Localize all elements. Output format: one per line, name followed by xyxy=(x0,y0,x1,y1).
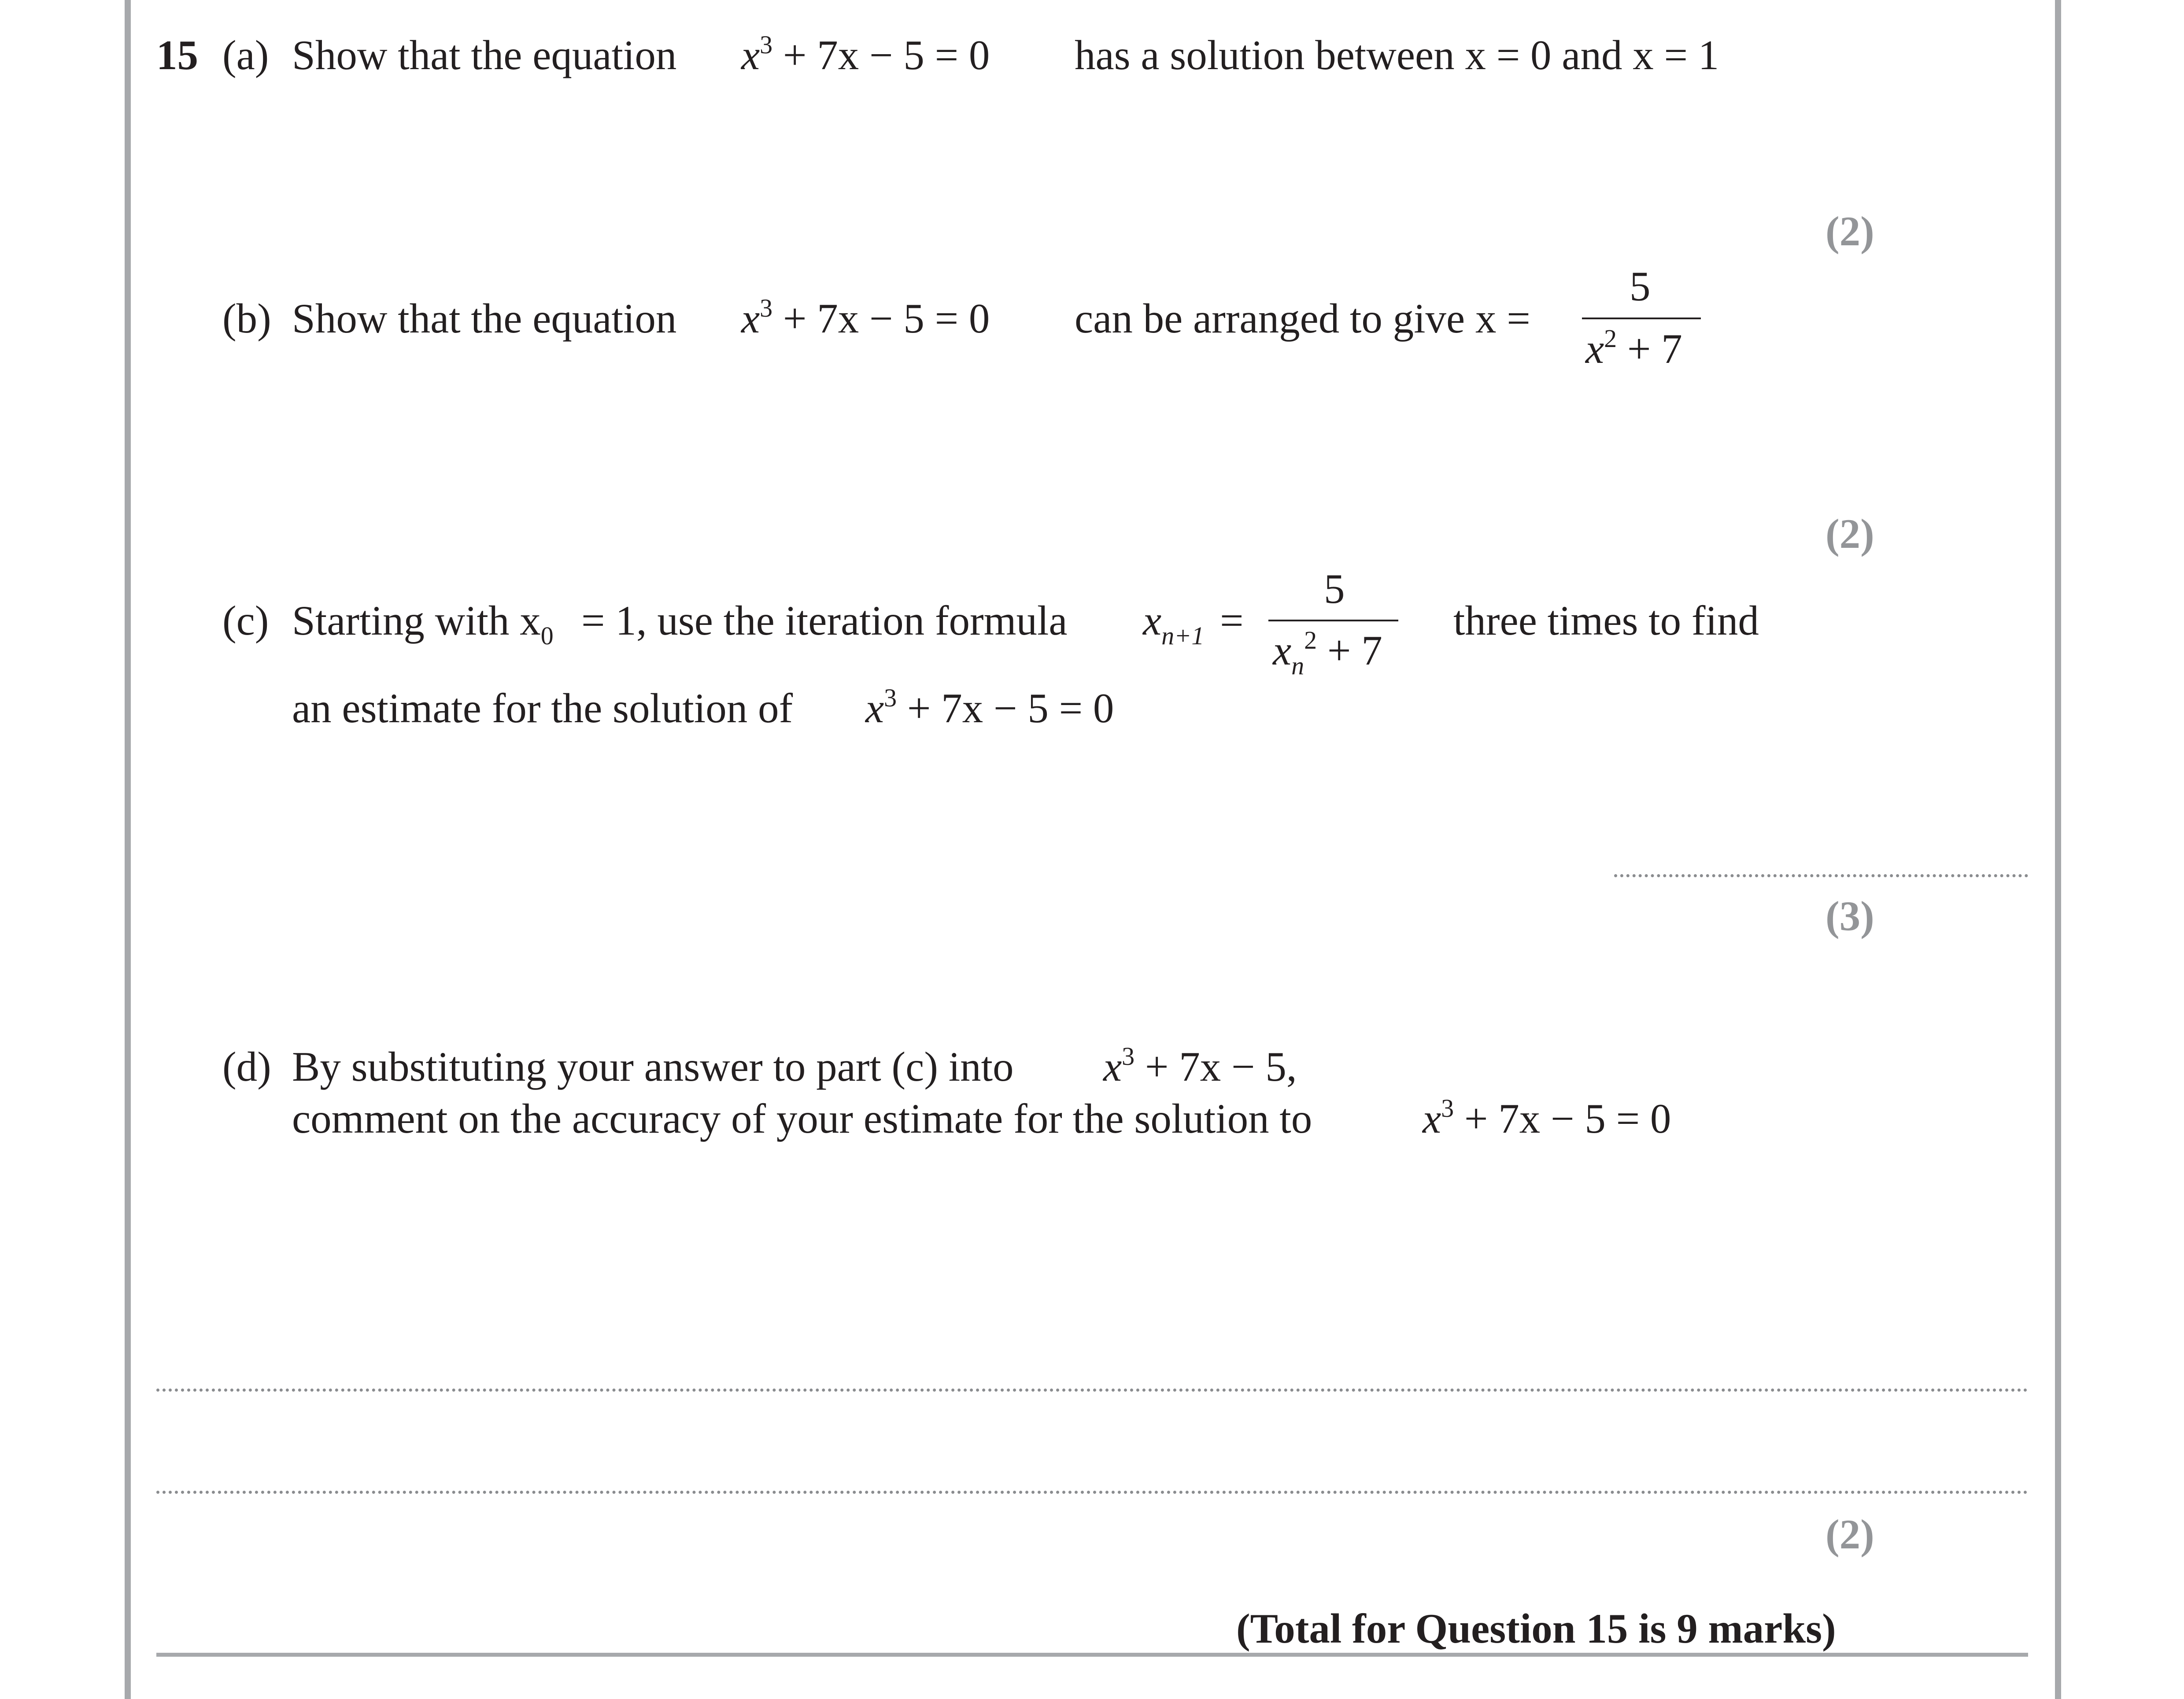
part-d-expression: $x^3 + 7x - 5$, xyxy=(1103,1042,1297,1090)
part-c-fraction-numerator: 5 xyxy=(1324,565,1345,612)
part-b-fraction-denominator: $x^2 + 7$ xyxy=(1585,324,1682,372)
part-a-marks: (2) xyxy=(1826,208,1874,255)
question-total: (Total for Question 15 is 9 marks) xyxy=(1236,1605,1836,1652)
part-a-equation: $x^3 + 7x - 5 = 0$ xyxy=(741,30,990,78)
part-c-prompt-mid: = 1, use the iteration formula xyxy=(581,597,1068,644)
part-d-line2: comment on the accuracy of your estimate for the solution to xyxy=(292,1095,1312,1142)
bottom-rule xyxy=(156,1653,2028,1657)
part-d-marks: (2) xyxy=(1826,1511,1874,1558)
part-d-line1: By substituting your answer to part (c) into xyxy=(292,1043,1014,1090)
part-a-label: (a) xyxy=(222,32,269,78)
part-c-marks: (3) xyxy=(1826,893,1874,939)
part-b-marks: (2) xyxy=(1826,510,1874,557)
part-c-answer-line[interactable] xyxy=(1614,874,2028,877)
part-c-label: (c) xyxy=(222,597,269,644)
part-c-equals: = xyxy=(1220,597,1244,644)
right-margin-line xyxy=(2055,0,2061,1699)
part-b-fraction-numerator: 5 xyxy=(1630,263,1651,310)
part-c-tail: three times to find xyxy=(1453,597,1759,644)
part-d-label: (d) xyxy=(222,1043,271,1090)
part-c-iteration-lhs: $x_{n+1}$ xyxy=(1143,597,1205,650)
part-c-prompt-start: Starting with $x_0$ xyxy=(292,597,554,650)
part-d-answer-line-1[interactable] xyxy=(156,1389,2028,1392)
part-b-equation: $x^3 + 7x - 5 = 0$ xyxy=(741,294,990,342)
part-a-tail: has a solution between x = 0 and x = 1 xyxy=(1075,32,1719,78)
part-d-answer-line-2[interactable] xyxy=(156,1491,2028,1494)
part-b-tail: can be arranged to give x = xyxy=(1075,295,1530,342)
part-c-line2: an estimate for the solution of xyxy=(292,685,793,731)
part-b-fraction-bar xyxy=(1582,318,1701,319)
left-margin-line xyxy=(125,0,131,1699)
part-c-fraction-bar xyxy=(1268,620,1398,621)
part-c-fraction-denominator: $x_n^2 + 7$ xyxy=(1273,626,1382,680)
part-d-equation: $x^3 + 7x - 5 = 0$ xyxy=(1423,1094,1671,1142)
part-a-prompt: Show that the equation xyxy=(292,32,677,78)
part-b-label: (b) xyxy=(222,295,271,342)
question-number: 15 xyxy=(156,32,198,78)
part-b-prompt: Show that the equation xyxy=(292,295,677,342)
part-c-equation: $x^3 + 7x - 5 = 0$ xyxy=(865,683,1114,731)
